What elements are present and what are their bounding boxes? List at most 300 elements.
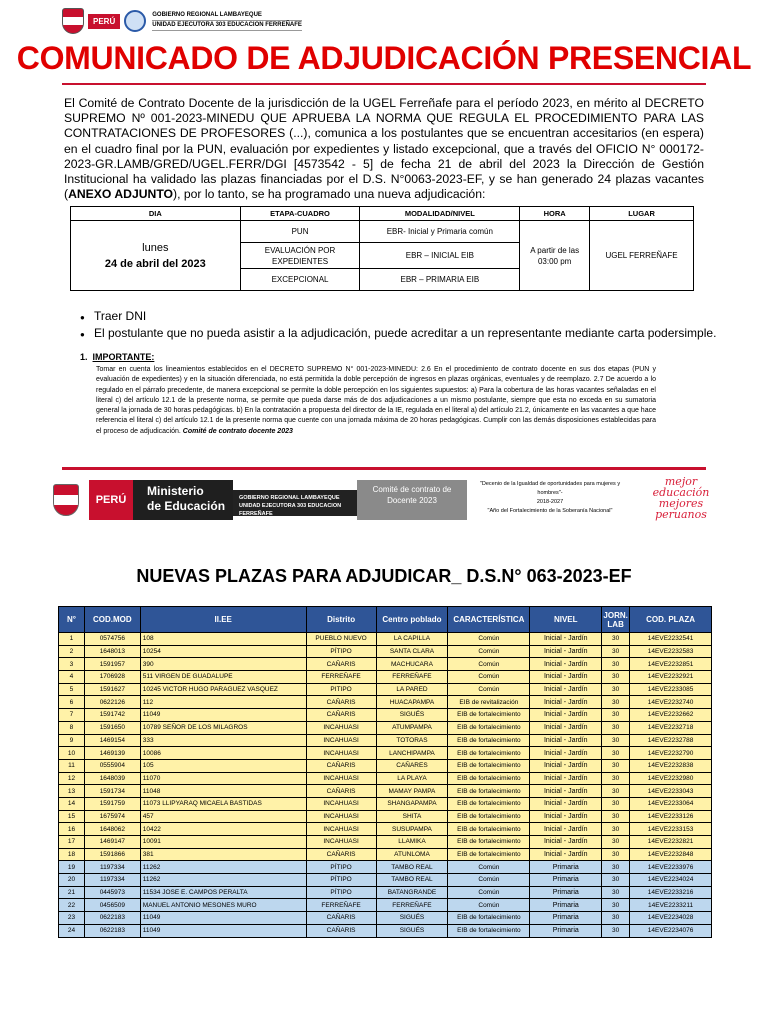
table-cell: 381 [140, 848, 306, 861]
table-row [59, 683, 712, 696]
table-cell: Inicial - Jardín [530, 671, 602, 684]
bullet-item: ● El postulante que no pueda asistir a la adjudicación, puede acreditar a un representante mediante carta podersimple. [80, 325, 716, 342]
table-cell: Inicial - Jardín [530, 721, 602, 734]
table-cell: 11049 [140, 912, 306, 925]
table-cell: Común [448, 683, 530, 696]
table-cell: 30 [602, 861, 630, 874]
table-cell: 18 [59, 848, 85, 861]
table-row [59, 836, 712, 849]
table-row [59, 924, 712, 937]
table-cell: PÍTIPO [306, 874, 376, 887]
bullet-item: ● Traer DNI [80, 308, 716, 325]
table-cell: INCAHUASI [306, 721, 376, 734]
table-cell: INCAHUASI [306, 836, 376, 849]
table-cell: SANTA CLARA [376, 645, 448, 658]
table-cell: 10254 [140, 645, 306, 658]
table-cell: 24 [59, 924, 85, 937]
header-ugel: UNIDAD EJECUTORA 303 EDUCACION FERREÑAFE [152, 21, 302, 31]
table-cell: EIB de fortalecimiento [448, 721, 530, 734]
table-cell: 14EVE2233126 [630, 810, 712, 823]
table-cell: 11070 [140, 772, 306, 785]
sched-hora: A partir de las 03:00 pm [520, 221, 590, 291]
table-cell: 10086 [140, 747, 306, 760]
table-cell: Inicial - Jardín [530, 772, 602, 785]
col-header: N° [59, 607, 85, 633]
page-title: COMUNICADO DE ADJUDICACIÓN PRESENCIAL [16, 40, 752, 76]
sched-day-name: lunes [142, 241, 169, 254]
col-header: COD.MOD [84, 607, 140, 633]
table-cell: 1591866 [84, 848, 140, 861]
table-cell: INCAHUASI [306, 772, 376, 785]
table-cell: 1591627 [84, 683, 140, 696]
table-cell: LA CAPILLA [376, 633, 448, 646]
table-cell: 1469147 [84, 836, 140, 849]
table-cell: Inicial - Jardín [530, 823, 602, 836]
table-cell: 30 [602, 645, 630, 658]
banner-comite: Comité de contrato de Docente 2023 [357, 480, 467, 520]
table-cell: 1591734 [84, 785, 140, 798]
sched-etapa: EXCEPCIONAL [240, 269, 360, 291]
sched-header: MODALIDAD/NIVEL [360, 207, 520, 221]
table-cell: 11534 JOSE E. CAMPOS PERALTA [140, 886, 306, 899]
table-cell: Común [448, 658, 530, 671]
table-cell: 1591742 [84, 709, 140, 722]
table-cell: 20 [59, 874, 85, 887]
table-cell: SUSUPAMPA [376, 823, 448, 836]
peru-badge: PERÚ [88, 14, 120, 29]
table-cell: Primaria [530, 924, 602, 937]
table-cell: 30 [602, 924, 630, 937]
table-cell: 457 [140, 810, 306, 823]
sched-modalidad: EBR – INICIAL EIB [360, 243, 520, 269]
schedule-table [70, 206, 694, 291]
banner-ministry [133, 480, 233, 520]
table-cell: 11049 [140, 924, 306, 937]
sched-modalidad: EBR – PRIMARIA EIB [360, 269, 520, 291]
banner-min1: Ministerio [147, 484, 204, 498]
table-cell: 22 [59, 899, 85, 912]
table-row [59, 671, 712, 684]
table-cell: 10245 VICTOR HUGO PARAGUEZ VASQUEZ [140, 683, 306, 696]
table-row [59, 633, 712, 646]
table-cell: 14EVE2232541 [630, 633, 712, 646]
table-cell: 14EVE2233976 [630, 861, 712, 874]
table-cell: 1591957 [84, 658, 140, 671]
table-cell: Inicial - Jardín [530, 747, 602, 760]
sched-day [71, 221, 241, 291]
sched-header: DIA [71, 207, 241, 221]
table-cell: EIB de fortalecimiento [448, 810, 530, 823]
table-cell: 30 [602, 683, 630, 696]
table-cell: Inicial - Jardín [530, 848, 602, 861]
table-cell: CAÑARIS [306, 848, 376, 861]
table-row [59, 861, 712, 874]
mejor-educacion-logo: mejor educación mejores peruanos [652, 475, 710, 521]
table-cell: Común [448, 899, 530, 912]
table-cell: LANCHIPAMPA [376, 747, 448, 760]
table-cell: 1469139 [84, 747, 140, 760]
table-cell: 30 [602, 772, 630, 785]
table-cell: 14EVE2233043 [630, 785, 712, 798]
table-cell: EIB de revitalización [448, 696, 530, 709]
table-cell: 14EVE2233064 [630, 797, 712, 810]
table-cell: 1675974 [84, 810, 140, 823]
table-cell: 30 [602, 785, 630, 798]
table-cell: TAMBO REAL [376, 874, 448, 887]
table-cell: CAÑARIS [306, 658, 376, 671]
table-cell: 14EVE2233153 [630, 823, 712, 836]
title-rule [62, 83, 706, 85]
table-cell: 21 [59, 886, 85, 899]
table-cell: Inicial - Jardín [530, 785, 602, 798]
table-cell: MACHUCARA [376, 658, 448, 671]
table-cell: EIB de fortalecimiento [448, 848, 530, 861]
table-cell: 333 [140, 734, 306, 747]
table-cell: FERREÑAFE [376, 899, 448, 912]
table-cell: 30 [602, 759, 630, 772]
table-row [59, 874, 712, 887]
important-label: IMPORTANTE: [92, 352, 155, 362]
table-cell: 0622126 [84, 696, 140, 709]
table-cell: 30 [602, 912, 630, 925]
table-cell: 14EVE2232980 [630, 772, 712, 785]
table-cell: Inicial - Jardín [530, 658, 602, 671]
table-row [59, 759, 712, 772]
table-cell: Inicial - Jardín [530, 633, 602, 646]
table-cell: SIGUÉS [376, 924, 448, 937]
table-cell: 14EVE2232740 [630, 696, 712, 709]
table-cell: 30 [602, 848, 630, 861]
table-cell: 14EVE2232921 [630, 671, 712, 684]
table-row [59, 772, 712, 785]
table-cell: 10 [59, 747, 85, 760]
banner-gob: GOBIERNO REGIONAL LAMBAYEQUE [239, 495, 340, 501]
table-cell: Común [448, 886, 530, 899]
table-cell: EIB de fortalecimiento [448, 912, 530, 925]
decenio-line: "Decenio de la Igualdad de oportunidades para mujeres y hombres"- [479, 481, 621, 496]
table-cell: 30 [602, 709, 630, 722]
decenio-line: "Año del Fortalecimiento de la Soberanía Nacional" [487, 508, 613, 514]
table-cell: 15 [59, 810, 85, 823]
table-cell: FERREÑAFE [376, 671, 448, 684]
table-row [59, 734, 712, 747]
table-cell: 23 [59, 912, 85, 925]
table-cell: 17 [59, 836, 85, 849]
table-cell: SHITA [376, 810, 448, 823]
table-cell: 1648039 [84, 772, 140, 785]
table-cell: PÍTIPO [306, 886, 376, 899]
table-cell: 2 [59, 645, 85, 658]
table-cell: 14EVE2232851 [630, 658, 712, 671]
table-row [59, 848, 712, 861]
table-cell: 10422 [140, 823, 306, 836]
table-cell: 1 [59, 633, 85, 646]
col-header: COD. PLAZA [630, 607, 712, 633]
table-cell: Inicial - Jardín [530, 836, 602, 849]
table-cell: 511 VIRGEN DE GUADALUPE [140, 671, 306, 684]
table-cell: 30 [602, 797, 630, 810]
table-cell: EIB de fortalecimiento [448, 772, 530, 785]
table-cell: Primaria [530, 886, 602, 899]
table-cell: 12 [59, 772, 85, 785]
table-cell: INCAHUASI [306, 797, 376, 810]
table-cell: SIGUÉS [376, 912, 448, 925]
table-cell: Inicial - Jardín [530, 759, 602, 772]
table-cell: 30 [602, 899, 630, 912]
table-cell: 14EVE2233085 [630, 683, 712, 696]
table-cell: 30 [602, 747, 630, 760]
table-cell: EIB de fortalecimiento [448, 836, 530, 849]
table-cell: 16 [59, 823, 85, 836]
sched-etapa: EVALUACIÓN POR EXPEDIENTES [240, 243, 360, 269]
table-row [59, 797, 712, 810]
section-divider [62, 467, 706, 470]
table-cell: PUEBLO NUEVO [306, 633, 376, 646]
table-cell: 11262 [140, 874, 306, 887]
table-cell: 30 [602, 836, 630, 849]
table-cell: 1706928 [84, 671, 140, 684]
table-cell: 390 [140, 658, 306, 671]
table-row [59, 721, 712, 734]
table-row [59, 912, 712, 925]
table-cell: 1648062 [84, 823, 140, 836]
table-cell: Primaria [530, 912, 602, 925]
table-cell: Inicial - Jardín [530, 797, 602, 810]
table-cell: 30 [602, 671, 630, 684]
table-row [59, 658, 712, 671]
coat-of-arms-icon [53, 484, 79, 516]
intro-bold: ANEXO ADJUNTO [68, 187, 174, 202]
table-row [59, 810, 712, 823]
banner-min2: de Educación [147, 499, 226, 513]
table-cell: 9 [59, 734, 85, 747]
table-cell: 5 [59, 683, 85, 696]
table-cell: EIB de fortalecimiento [448, 759, 530, 772]
table-cell: PITIPO [306, 683, 376, 696]
table-cell: LLAMIKA [376, 836, 448, 849]
col-header: II.EE [140, 607, 306, 633]
table-cell: 6 [59, 696, 85, 709]
decenio-line: 2018-2027 [536, 499, 564, 505]
table-cell: PÍTIPO [306, 861, 376, 874]
table-cell: Común [448, 861, 530, 874]
table-cell: Inicial - Jardín [530, 810, 602, 823]
table-cell: ATUMPAMPA [376, 721, 448, 734]
table-cell: EIB de fortalecimiento [448, 734, 530, 747]
table-cell: 30 [602, 886, 630, 899]
table-cell: LA PARED [376, 683, 448, 696]
table-cell: 14EVE2234076 [630, 924, 712, 937]
sched-day-date: 24 de abril del 2023 [104, 257, 206, 270]
table-cell: 8 [59, 721, 85, 734]
table-cell: INCAHUASI [306, 734, 376, 747]
table-cell: 30 [602, 810, 630, 823]
table-cell: 1469154 [84, 734, 140, 747]
table-cell: LA PLAYA [376, 772, 448, 785]
table-cell: 14EVE2234024 [630, 874, 712, 887]
important-body [96, 365, 656, 437]
table-cell: CAÑARIS [306, 709, 376, 722]
table-cell: 14 [59, 797, 85, 810]
table-row [59, 709, 712, 722]
col-header: JORN. LAB [602, 607, 630, 633]
table-cell: 30 [602, 721, 630, 734]
table-cell: 108 [140, 633, 306, 646]
banner-peru: PERÚ [89, 480, 133, 520]
table-cell: 30 [602, 658, 630, 671]
table-cell: 112 [140, 696, 306, 709]
sched-header: ETAPA-CUADRO [240, 207, 360, 221]
ministry-banner [45, 474, 725, 522]
banner-gov [233, 490, 357, 516]
table-cell: 30 [602, 734, 630, 747]
table-cell: PÍTIPO [306, 645, 376, 658]
table-row [59, 785, 712, 798]
important-signature: Comité de contrato docente 2023 [182, 427, 293, 435]
table-cell: 10789 SEÑOR DE LOS MILAGROS [140, 721, 306, 734]
table-cell: INCAHUASI [306, 823, 376, 836]
table-cell: 0456509 [84, 899, 140, 912]
table-cell: FERREÑAFE [306, 899, 376, 912]
col-header: NIVEL [530, 607, 602, 633]
table-cell: 0622183 [84, 924, 140, 937]
table-row [59, 823, 712, 836]
table-cell: 11 [59, 759, 85, 772]
header-gov-text [152, 11, 302, 31]
table-cell: 30 [602, 696, 630, 709]
table-cell: 1197334 [84, 874, 140, 887]
important-text: Tomar en cuenta los lineamientos establecidos en el DECRETO SUPREMO N° 001-2023-MINEDU: 2.6 En el procedimiento de contrato docente en sus dos etapas (PUN y evaluación de expedientes) y en la situación diferenciada, no está permitida la doble percepción de ingresos en plazas orgánicas, eventuales y de reemplazo. 2.7 De acuerdo a lo regulado en el párrafo precedente, de manera excepcional se permite la doble percepción en los siguientes supuestos: a) Para la cobertura de las horas vacantes señaladas en el literal c) del artículo 12.1 de la presente norma, se permite que pueda darse más de dos adjudicaciones a un mismo postulante, siempre que esta no exceda en su sumatoria general la jornada de 30 horas pedagógicas. b) En la contratación a propuesta del director de la IE, regulada en el literal a) del artículo 21.2, únicamente en las vacantes a que hace referencia el literal c) del artículo 12.1 de la presente norma que cuente con una jornada máxima de 20 horas pedagógicas. Cumplir con las demás disposiciones establecidas para el proceso de adjudicación. [96, 366, 656, 435]
table-cell: TOTORAS [376, 734, 448, 747]
table-cell: CAÑARIS [306, 924, 376, 937]
banner-ugel: UNIDAD EJECUTORA 303 EDUCACION FERREÑAFE [239, 503, 342, 517]
table-cell: 14EVE2232788 [630, 734, 712, 747]
table-cell: 30 [602, 633, 630, 646]
table-cell: Primaria [530, 861, 602, 874]
table-cell: 0574756 [84, 633, 140, 646]
table-row [59, 645, 712, 658]
table-cell: 11073 LLIPYARAQ MICAELA BASTIDAS [140, 797, 306, 810]
table-cell: INCAHUASI [306, 747, 376, 760]
intro-paragraph [64, 96, 704, 202]
table-cell: Inicial - Jardín [530, 696, 602, 709]
table-cell: 14EVE2233211 [630, 899, 712, 912]
important-heading [80, 352, 154, 362]
plazas-table [58, 606, 712, 938]
bullet-list [80, 308, 716, 342]
table-cell: CAÑARIS [306, 912, 376, 925]
table-cell: 4 [59, 671, 85, 684]
table-cell: 30 [602, 823, 630, 836]
table-cell: 11049 [140, 709, 306, 722]
table-cell: ATUNLOMA [376, 848, 448, 861]
table-row [59, 899, 712, 912]
table-cell: SIGUÉS [376, 709, 448, 722]
top-header [62, 6, 302, 36]
header-gob: GOBIERNO REGIONAL LAMBAYEQUE [152, 11, 302, 21]
table-cell: INCAHUASI [306, 810, 376, 823]
col-header: CARACTERÍSTICA [448, 607, 530, 633]
table-cell: Común [448, 645, 530, 658]
coat-of-arms-icon [62, 8, 84, 34]
table-cell: Inicial - Jardín [530, 709, 602, 722]
table-cell: SHANGAPAMPA [376, 797, 448, 810]
table-cell: 105 [140, 759, 306, 772]
table-cell: EIB de fortalecimiento [448, 924, 530, 937]
sched-modalidad: EBR- Inicial y Primaria común [360, 221, 520, 243]
table-cell: 1197334 [84, 861, 140, 874]
sched-header: HORA [520, 207, 590, 221]
table-cell: EIB de fortalecimiento [448, 785, 530, 798]
table-cell: Inicial - Jardín [530, 734, 602, 747]
table-cell: EIB de fortalecimiento [448, 797, 530, 810]
table-row [59, 747, 712, 760]
table-cell: EIB de fortalecimiento [448, 747, 530, 760]
table-cell: 1591759 [84, 797, 140, 810]
table-cell: 10091 [140, 836, 306, 849]
table-cell: 14EVE2232838 [630, 759, 712, 772]
table-cell: 0445973 [84, 886, 140, 899]
table-cell: 14EVE2232583 [630, 645, 712, 658]
table-cell: CAÑARIS [306, 785, 376, 798]
col-header: Distrito [306, 607, 376, 633]
table-cell: 30 [602, 874, 630, 887]
regional-emblem-icon [124, 10, 146, 32]
table-cell: TAMBO REAL [376, 861, 448, 874]
table-cell: 0622183 [84, 912, 140, 925]
table-cell: MANUEL ANTONIO MESONES MURO [140, 899, 306, 912]
table-cell: Común [448, 633, 530, 646]
table-cell: HUACAPAMPA [376, 696, 448, 709]
table-cell: 11048 [140, 785, 306, 798]
table-cell: 3 [59, 658, 85, 671]
sched-lugar: UGEL FERREÑAFE [590, 221, 694, 291]
table-cell: 14EVE2232662 [630, 709, 712, 722]
intro-p2: ), por lo tanto, se ha programado una nueva adjudicación: [173, 187, 486, 202]
table-cell: 14EVE2232790 [630, 747, 712, 760]
table-cell: CAÑARIS [306, 696, 376, 709]
table-cell: Inicial - Jardín [530, 645, 602, 658]
plazas-title: NUEVAS PLAZAS PARA ADJUDICAR_ D.S.N° 063-2023-EF [136, 566, 632, 586]
table-cell: Común [448, 874, 530, 887]
intro-p1: El Comité de Contrato Docente de la jurisdicción de la UGEL Ferreñafe para el período 2023, en mérito al DECRETO SUPREMO Nº 001-2023-MINEDU QUE APRUEBA LA NORMA QUE REGULA EL PROCEDIMIENTO PARA LAS CONTRATACIONES DE PROFESORES (...), comunica a los postulantes que se encuentran accesitarios (en espera) en el cuadro final por la PUN, evaluación por expedientes y listado excepcional, que a través del OFICIO N° 000172-2023-GR.LAMB/GRED/UGEL.FERR/DGI [4573542 - 5] de fecha 21 de abril del 2023 la Dirección de Gestión Institucional ha validado las plazas financiadas por el D.S. N°0063-2023-EF, y se han generado 24 plazas vacantes ( [64, 96, 704, 202]
table-cell: 11262 [140, 861, 306, 874]
table-cell: EIB de fortalecimiento [448, 823, 530, 836]
sched-header: LUGAR [590, 207, 694, 221]
table-cell: 1648013 [84, 645, 140, 658]
table-cell: 7 [59, 709, 85, 722]
table-cell: 14EVE2232821 [630, 836, 712, 849]
important-num: 1. [80, 352, 88, 362]
table-cell: 1591650 [84, 721, 140, 734]
table-cell: FERREÑAFE [306, 671, 376, 684]
table-cell: EIB de fortalecimiento [448, 709, 530, 722]
table-cell: Común [448, 671, 530, 684]
table-cell: 14EVE2233216 [630, 886, 712, 899]
table-cell: Primaria [530, 874, 602, 887]
sched-etapa: PUN [240, 221, 360, 243]
table-cell: CAÑARIS [306, 759, 376, 772]
table-cell: 0555904 [84, 759, 140, 772]
table-cell: CAÑARES [376, 759, 448, 772]
table-cell: MAMAY PAMPA [376, 785, 448, 798]
table-row [59, 696, 712, 709]
table-cell: BATANGRANDE [376, 886, 448, 899]
col-header: Centro poblado [376, 607, 448, 633]
table-cell: 14EVE2232848 [630, 848, 712, 861]
table-cell: Primaria [530, 899, 602, 912]
banner-decenio [475, 480, 625, 516]
